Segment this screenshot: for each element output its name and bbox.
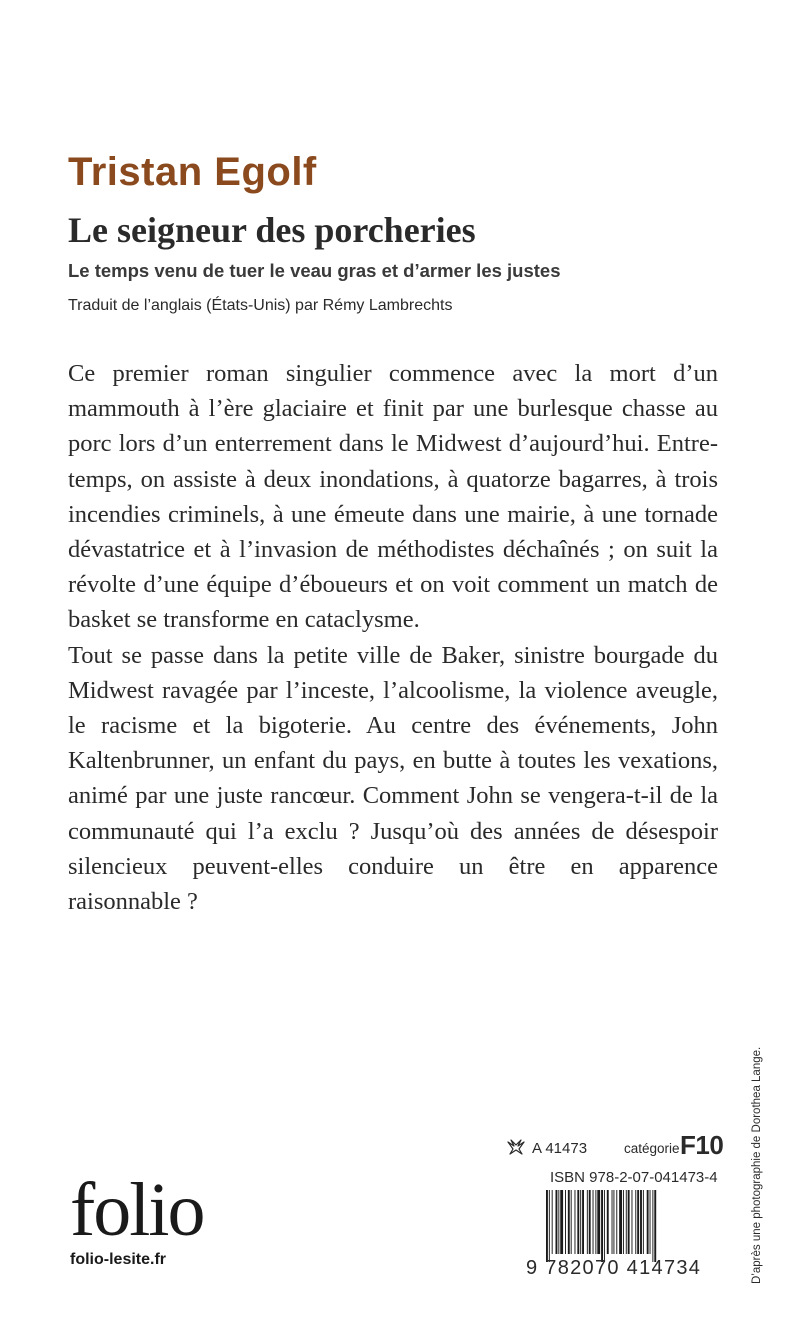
back-cover-blurb (68, 356, 718, 919)
folio-logo: folio (70, 1168, 204, 1252)
barcode-bar (582, 1190, 584, 1254)
barcode-bar (612, 1190, 613, 1254)
barcode-bar (632, 1190, 633, 1254)
blurb-paragraph: Ce premier roman singulier commence avec la mort d’un mammouth à l’ère glaciaire et finit par une burlesque chasse au porc lors d’un enterrement dans le Midwest d’aujourd’hui. Entre-temps, on assiste à deux inondations, à quatorze bagarres, à trois incendies criminels, à une émeute dans une mairie, à une tornade dévastatrice et à l’invasion de méthodistes déchaînés ; on suit la révolte d’une équipe d’éboueurs et on voit comment un match de basket se transforme en cataclysme. (68, 360, 718, 634)
book-title: Le seigneur des porcheries (68, 210, 476, 250)
barcode-bar (616, 1190, 617, 1254)
photo-credit: D’après une photographie de Dorothea Lange. (751, 1046, 763, 1284)
catalog-row (506, 1130, 724, 1162)
catalog-code: A 41473 (532, 1140, 588, 1157)
barcode-bar (650, 1190, 651, 1254)
barcode-bar (626, 1190, 627, 1254)
barcode-bar (607, 1190, 609, 1254)
category-code: F10 (680, 1130, 724, 1160)
barcode-bar (640, 1190, 642, 1254)
category-label: catégorie (624, 1141, 680, 1156)
barcode-bar (595, 1190, 596, 1254)
barcode-bar (619, 1190, 622, 1254)
barcode-bar (571, 1190, 572, 1254)
barcode-bar (560, 1190, 563, 1254)
isbn: ISBN 978-2-07-041473-4 (550, 1169, 718, 1186)
barcode-bar (546, 1190, 548, 1262)
barcode-bar (637, 1190, 639, 1254)
barcode-bar (589, 1190, 591, 1254)
barcode-bar (647, 1190, 649, 1254)
barcode-bar (601, 1190, 603, 1262)
barcode-number: 9 782070 414734 (526, 1257, 702, 1279)
blurb-paragraph: Tout se passe dans la petite ville de Baker, sinistre bourgade du Midwest ravagée par l’inceste, l’alcoolisme, la violence aveugle, le racisme et la bigoterie. Au centre des événements, John Kaltenbrunner, un enfant du pays, en butte à toutes les vexations, animé par une juste rancœur. Comment John se vengera-t-il de la communauté qui l’a exclu ? Jusqu’où des années de désespoir silencieux peuvent-elles conduire un être en apparence raisonnable ? (68, 641, 718, 916)
barcode-bar (654, 1190, 656, 1262)
barcode-bar (577, 1190, 579, 1254)
barcode-bar (580, 1190, 581, 1254)
translator-credit: Traduit de l’anglais (États-Unis) par Rémy Lambrechts (68, 297, 453, 314)
barcode-bar (643, 1190, 644, 1254)
barcode-bar (635, 1190, 636, 1254)
author-name: Tristan Egolf (68, 150, 317, 194)
barcode-bar (568, 1190, 570, 1254)
barcode-bar (604, 1190, 605, 1262)
barcode-bar (575, 1190, 576, 1254)
barcode-bar (613, 1190, 614, 1254)
barcode-bar (558, 1190, 559, 1254)
barcode-bar (587, 1190, 588, 1254)
barcode-bar (549, 1190, 550, 1262)
barcode-bar (628, 1190, 630, 1254)
barcode-bar (593, 1190, 594, 1254)
barcode (545, 1190, 718, 1262)
barcode-bar (623, 1190, 624, 1254)
book-subtitle: Le temps venu de tuer le veau gras et d’armer les justes (68, 260, 561, 281)
barcode-bar (565, 1190, 566, 1254)
publisher-website: folio-lesite.fr (70, 1251, 167, 1268)
barcode-bar (652, 1190, 653, 1262)
barcode-bar (556, 1190, 558, 1254)
barcode-bar (552, 1190, 553, 1254)
barcode-bar (597, 1190, 600, 1254)
bird-icon (506, 1138, 526, 1156)
